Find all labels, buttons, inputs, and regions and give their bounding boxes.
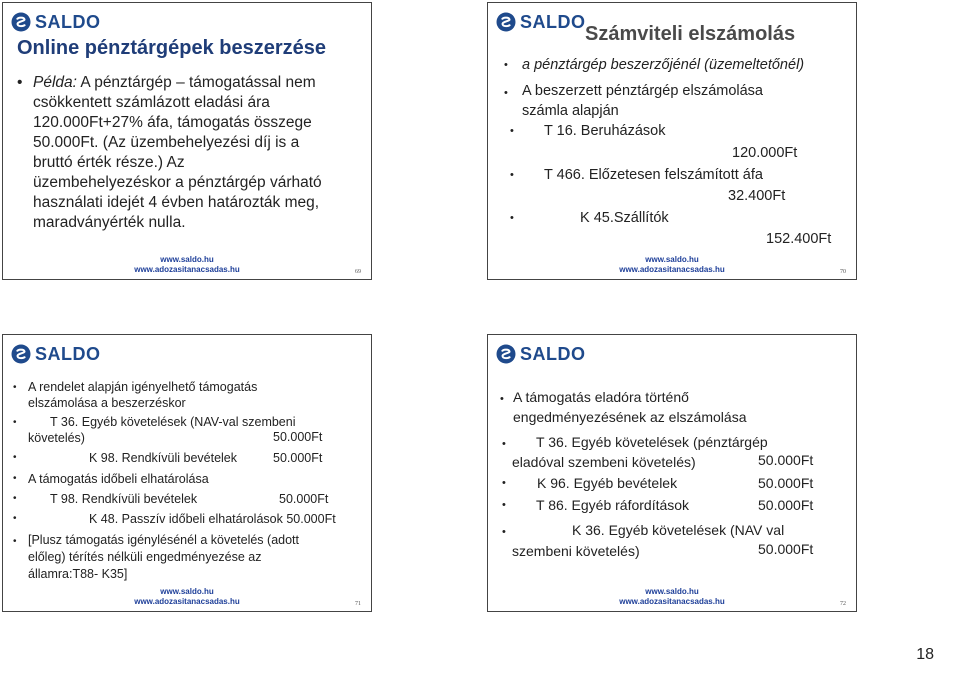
slide-title: Számviteli elszámolás (585, 23, 796, 45)
bullet-dot: • (13, 513, 17, 524)
amount-t98: 50.000Ft (279, 492, 329, 506)
entry-k45: K 45.Szállítók (580, 210, 669, 226)
bullet-dot: • (13, 493, 17, 504)
amount-k45: 152.400Ft (766, 231, 832, 247)
saldo-logo-icon (11, 344, 31, 364)
bullet-text: A támogatás eladóra történő (513, 389, 689, 405)
bullet-row (502, 497, 689, 513)
amount-t86: 50.000Ft (758, 497, 814, 513)
amount-k36: 50.000Ft (758, 541, 814, 557)
slide-footer (3, 255, 371, 275)
bullet-row (502, 520, 784, 562)
slide-page-number: 70 (840, 269, 846, 275)
bullet-row (502, 432, 768, 472)
bullet-row (510, 167, 763, 183)
entry-t16: T 16. Beruházások (544, 123, 666, 139)
saldo-logo (496, 344, 586, 364)
amount-t466: 32.400Ft (728, 188, 786, 204)
bullet-lead: Példa: (33, 74, 77, 91)
saldo-logo (11, 344, 101, 364)
bullet-line: bruttó érték része.) Az (33, 154, 185, 171)
logo-text: SALDO (35, 12, 101, 32)
bullet-text: A beszerzett pénztárgép elszámolása (522, 83, 763, 99)
bullet-row (13, 472, 209, 486)
entry-t466: T 466. Előzetesen felszámított áfa (544, 167, 763, 183)
bullet-text: elszámolása a beszerzéskor (28, 396, 186, 410)
bullet-dot: • (502, 477, 506, 489)
bullet-dot: • (17, 74, 23, 91)
footer-link-saldo[interactable]: www.saldo.hu (645, 587, 699, 596)
slide-title: Online pénztárgépek beszerzése (17, 37, 327, 59)
slide-page-number: 71 (355, 601, 361, 607)
bullet-line: üzembehelyezéskor a pénztárgép várható (33, 174, 322, 191)
bullet-line: A pénztárgép – támogatással nem (80, 74, 316, 91)
bullet-dot: • (13, 452, 17, 463)
slide-page-number: 69 (355, 269, 361, 275)
bullet-row (13, 512, 336, 526)
bullet-dot: • (13, 536, 17, 547)
bullet-row (504, 81, 763, 121)
entry-k36: K 36. Egyéb követelések (NAV val (572, 522, 785, 538)
bullet-row (13, 532, 299, 583)
bullet-row (13, 492, 197, 506)
slide-page-number: 72 (840, 601, 846, 607)
bullet-text: engedményezésének az elszámolása (513, 409, 747, 425)
bullet-text: előleg) térítés nélküli engedményezése az (28, 550, 262, 564)
slide-footer (488, 255, 856, 275)
bullet-text: A rendelet alapján igényelhető támogatás (28, 380, 258, 394)
bullet-text: a pénztárgép beszerzőjénél (üzemeltetőnél) (522, 57, 805, 73)
saldo-logo-icon (11, 12, 31, 32)
bullet-dot: • (502, 499, 506, 511)
bullet-row (502, 475, 677, 491)
bullet-line: 50.000Ft. (Az üzembehelyezési díj is a (33, 134, 300, 151)
bullet-dot: • (502, 438, 506, 450)
bullet-row (510, 123, 665, 139)
slide-body (17, 73, 357, 233)
bullet-dot: • (13, 473, 17, 484)
bullet-row (13, 414, 296, 446)
bullet-dot: • (510, 125, 514, 137)
bullet-dot: • (504, 59, 508, 71)
bullet-dot: • (13, 417, 17, 428)
bullet-line: csökkentett számlázott eladási ára (33, 94, 270, 111)
slide-71 (2, 334, 372, 612)
logo-text: SALDO (520, 12, 586, 32)
bullet-row (13, 451, 237, 465)
entry-t36: T 36. Egyéb követelések (pénztárgép (536, 434, 768, 450)
amount-t36: 50.000Ft (273, 430, 323, 444)
footer-link-adozasitanacsadas[interactable]: www.adozasitanacsadas.hu (619, 265, 725, 274)
bullet-row (13, 379, 257, 411)
bullet-line: maradványérték nulla. (33, 214, 186, 231)
bullet-dot: • (13, 382, 17, 393)
entry-k36-cont: szembeni követelés) (512, 543, 640, 559)
footer-link-saldo[interactable]: www.saldo.hu (645, 255, 699, 264)
saldo-logo (11, 12, 101, 32)
bullet-text: államra:T88- K35] (28, 567, 128, 581)
amount-k98: 50.000Ft (273, 451, 323, 465)
amount-k96: 50.000Ft (758, 475, 814, 491)
logo-text: SALDO (520, 344, 586, 364)
entry-t36: T 36. Egyéb követelések (NAV-val szembeni (50, 415, 296, 429)
footer-link-saldo[interactable]: www.saldo.hu (160, 587, 214, 596)
entry-t98: T 98. Rendkívüli bevételek (50, 492, 198, 506)
amount-t16: 120.000Ft (732, 145, 798, 161)
footer-link-adozasitanacsadas[interactable]: www.adozasitanacsadas.hu (134, 265, 240, 274)
slide-footer (3, 587, 371, 607)
slide-footer (488, 587, 856, 607)
bullet-line: használati idejét 4 évben határozták meg, (33, 194, 320, 211)
entry-t36-cont: követelés) (28, 431, 85, 445)
saldo-logo-icon (496, 12, 516, 32)
slide-72 (487, 334, 857, 612)
slide-69 (2, 2, 372, 280)
bullet-line: 120.000Ft+27% áfa, támogatás összege (33, 114, 312, 131)
bullet-text: A támogatás időbeli elhatárolása (28, 472, 209, 486)
amount-t36: 50.000Ft (758, 452, 814, 468)
bullet-row (504, 57, 804, 73)
bullet-row (500, 387, 746, 427)
bullet-row (510, 210, 669, 226)
saldo-logo (496, 12, 586, 32)
bullet-dot: • (500, 393, 504, 405)
bullet-dot: • (502, 526, 506, 538)
footer-link-saldo[interactable]: www.saldo.hu (160, 255, 214, 264)
bullet-dot: • (510, 212, 514, 224)
footer-link-adozasitanacsadas[interactable]: www.adozasitanacsadas.hu (619, 597, 725, 606)
entry-k96: K 96. Egyéb bevételek (537, 475, 678, 491)
logo-text: SALDO (35, 344, 101, 364)
sheet-page-number: 18 (916, 646, 934, 663)
entry-k98: K 98. Rendkívüli bevételek (89, 451, 238, 465)
bullet-text (33, 73, 357, 233)
entry-k48: K 48. Passzív időbeli elhatárolások 50.000Ft (89, 512, 336, 526)
entry-t36-cont: eladóval szembeni követelés) (512, 454, 696, 470)
entry-t86: T 86. Egyéb ráfordítások (536, 497, 690, 513)
bullet-text: számla alapján (522, 103, 619, 119)
bullet-text: [Plusz támogatás igénylésénél a követelés (adott (28, 533, 299, 547)
bullet-dot: • (510, 169, 514, 181)
slide-70 (487, 2, 857, 280)
saldo-logo-icon (496, 344, 516, 364)
bullet-dot: • (504, 87, 508, 99)
footer-link-adozasitanacsadas[interactable]: www.adozasitanacsadas.hu (134, 597, 240, 606)
